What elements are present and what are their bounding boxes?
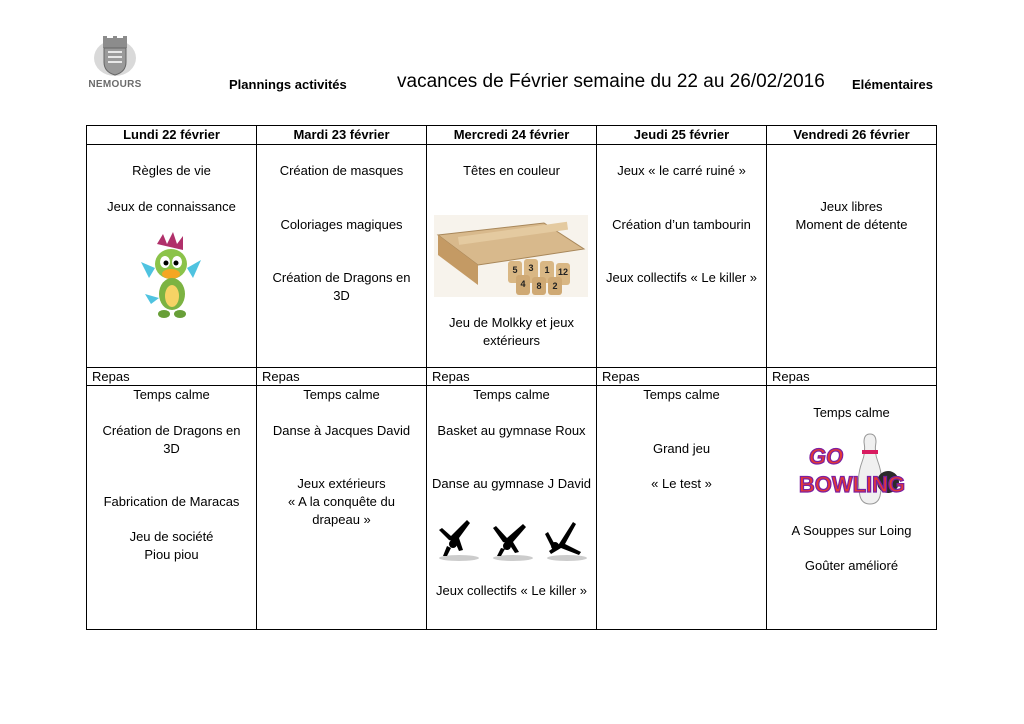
activity: extérieurs	[482, 333, 541, 348]
molkky-game-icon	[434, 215, 588, 297]
activity: Création de masques	[279, 163, 404, 178]
afternoon-row	[87, 386, 937, 630]
activity: Moment de détente	[795, 217, 908, 232]
activity: Jeux collectifs « Le killer »	[435, 583, 587, 598]
activity: Jeux libres	[820, 199, 883, 214]
page-title: vacances de Février semaine du 22 au 26/02/2016	[397, 71, 825, 92]
header-right-label: Elémentaires	[852, 77, 933, 92]
repas-row	[87, 368, 937, 386]
repas-thu: Repas	[597, 368, 767, 386]
molkky-pin-number: 12	[557, 267, 569, 277]
go-bowling-go: GO	[808, 444, 844, 469]
activity: Temps calme	[303, 387, 380, 402]
activity: Temps calme	[133, 387, 210, 402]
morning-row	[87, 145, 937, 368]
day-header-tue: Mardi 23 février	[257, 126, 427, 145]
activity: Danse au gymnase J David	[432, 476, 591, 491]
afternoon-mon-cell	[87, 386, 257, 630]
repas-tue: Repas	[257, 368, 427, 386]
activity: Règles de vie	[132, 163, 211, 178]
activity: drapeau »	[312, 512, 371, 527]
activity: Jeu de société	[129, 529, 214, 544]
afternoon-tue-cell	[257, 386, 427, 630]
activity: Basket au gymnase Roux	[437, 423, 586, 438]
activity: Création de Dragons en	[102, 423, 241, 438]
afternoon-thu-cell	[597, 386, 767, 630]
molkky-pin-number: 5	[512, 265, 518, 275]
morning-fri-cell	[767, 145, 937, 368]
molkky-pin-number: 2	[552, 281, 558, 291]
activity: Jeux « le carré ruiné »	[617, 163, 746, 178]
activity: Grand jeu	[652, 441, 711, 456]
town-crest-icon	[92, 34, 138, 78]
molkky-pin-number: 8	[536, 281, 542, 291]
schedule-table	[86, 125, 937, 630]
activity: Temps calme	[473, 387, 550, 402]
molkky-pin-number: 4	[520, 279, 526, 289]
day-header-fri: Vendredi 26 février	[767, 126, 937, 145]
day-header-row	[87, 126, 937, 145]
activity: 3D	[163, 441, 180, 456]
morning-wed-cell	[427, 145, 597, 368]
breakdance-silhouettes-icon	[433, 514, 591, 562]
activity: Jeux de connaissance	[107, 199, 236, 214]
day-header-wed: Mercredi 24 février	[427, 126, 597, 145]
nemours-logo	[86, 34, 144, 92]
activity: Jeux extérieurs	[297, 476, 386, 491]
activity: Danse à Jacques David	[272, 423, 411, 438]
activity: Coloriages magiques	[280, 217, 403, 232]
day-header-thu: Jeudi 25 février	[597, 126, 767, 145]
morning-tue-cell	[257, 145, 427, 368]
activity: Fabrication de Maracas	[103, 494, 240, 509]
activity: Piou piou	[144, 547, 199, 562]
activity: « Le test »	[651, 476, 712, 491]
afternoon-wed-cell	[427, 386, 597, 630]
activity: « A la conquête du	[288, 494, 395, 509]
activity: Jeux collectifs « Le killer »	[605, 270, 757, 285]
molkky-pin-number: 3	[528, 263, 534, 273]
go-bowling-logo	[792, 430, 912, 508]
morning-mon-cell	[87, 145, 257, 368]
molkky-pin-number: 1	[544, 265, 550, 275]
activity: Création de Dragons en	[272, 270, 411, 285]
afternoon-fri-cell	[767, 386, 937, 630]
repas-wed: Repas	[427, 368, 597, 386]
repas-fri: Repas	[767, 368, 937, 386]
activity: Temps calme	[643, 387, 720, 402]
header-left-label: Plannings activités	[229, 77, 347, 92]
repas-mon: Repas	[87, 368, 257, 386]
logo-town-name: NEMOURS	[88, 79, 142, 90]
activity: Goûter amélioré	[804, 558, 899, 573]
go-bowling-text: BOWLING	[798, 472, 906, 497]
morning-thu-cell	[597, 145, 767, 368]
activity: Création d’un tambourin	[612, 217, 751, 232]
activity: Temps calme	[813, 405, 890, 420]
dragon-icon	[135, 232, 207, 324]
day-header-mon: Lundi 22 février	[87, 126, 257, 145]
activity: 3D	[333, 288, 350, 303]
activity: A Souppes sur Loing	[791, 523, 912, 538]
activity: Jeu de Molkky et jeux	[448, 315, 574, 330]
activity: Têtes en couleur	[463, 163, 560, 178]
